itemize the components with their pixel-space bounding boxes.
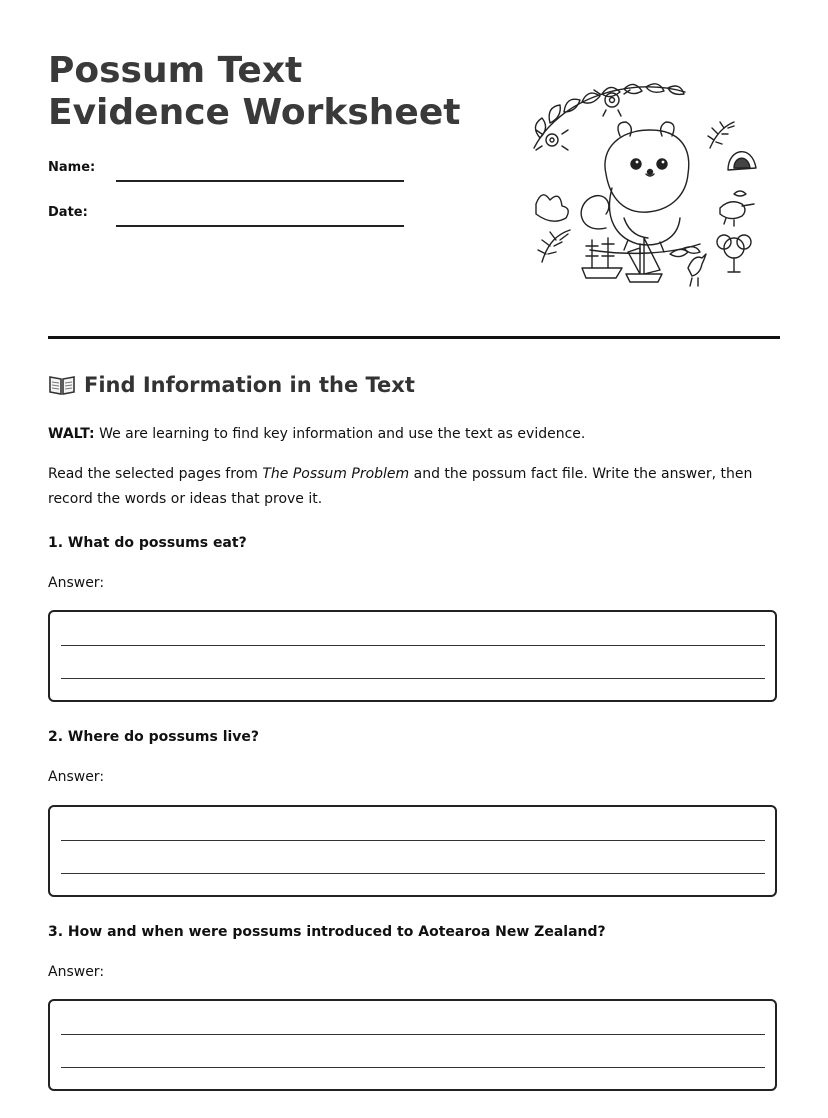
name-label: Name: (48, 160, 96, 175)
section-heading-text: Find Information in the Text (84, 373, 415, 397)
question-3: 3. How and when were possums introduced to Aotearoa New Zealand? (48, 924, 606, 940)
answer-label-1: Answer: (48, 575, 105, 591)
walt-statement (48, 422, 783, 447)
open-book-icon (48, 374, 76, 396)
date-label: Date: (48, 205, 88, 220)
writing-line (61, 1034, 765, 1035)
date-field[interactable] (116, 225, 404, 227)
answer-box-3[interactable] (48, 999, 777, 1091)
section-divider (48, 336, 780, 339)
book-title: The Possum Problem (262, 466, 410, 482)
name-field[interactable] (116, 180, 404, 182)
writing-line (61, 840, 765, 841)
answer-label-3: Answer: (48, 964, 105, 980)
writing-line (61, 873, 765, 874)
instructions (48, 462, 783, 512)
answer-label-2: Answer: (48, 769, 105, 785)
writing-line (61, 1067, 765, 1068)
answer-box-2[interactable] (48, 805, 777, 897)
instructions-before: Read the selected pages from (48, 466, 263, 482)
question-2: 2. Where do possums live? (48, 729, 260, 745)
question-1: 1. What do possums eat? (48, 535, 247, 551)
writing-line (61, 678, 765, 679)
possum-illustration-icon (520, 78, 768, 290)
section-heading (48, 373, 415, 397)
walt-text: We are learning to find key information and use the text as evidence. (94, 426, 586, 442)
answer-box-1[interactable] (48, 610, 777, 702)
instructions-after: and the possum fact file. Write the answer, then record the words or ideas that prove it. (48, 466, 753, 507)
page-title: Possum Text Evidence Worksheet (48, 50, 461, 133)
writing-line (61, 645, 765, 646)
walt-label: WALT: (48, 426, 95, 442)
